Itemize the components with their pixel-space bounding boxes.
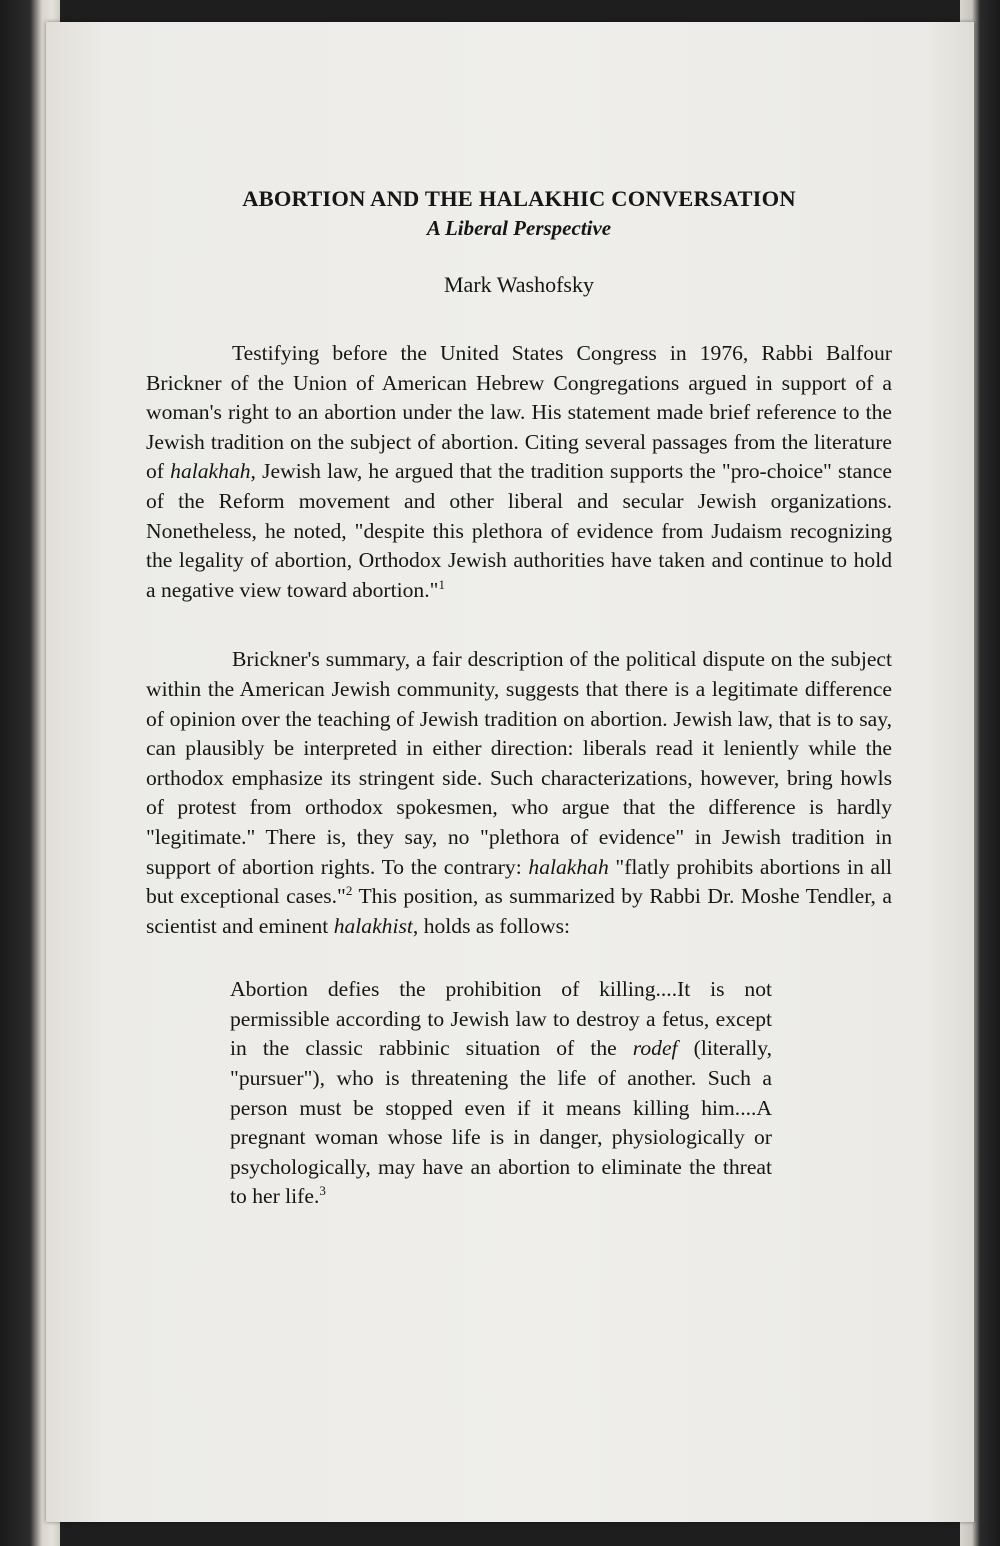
blockquote-text-a: Abortion defies the prohibition of killing....It is not permissible according to Jewish law to destroy a fetus, except in the classic rabbinic situation of the (230, 977, 772, 1061)
article-body (146, 184, 892, 1212)
paragraph-1 (146, 339, 892, 605)
paragraph-1-term-halakhah: halakhah (170, 459, 251, 484)
paragraph-2-text-c: "flatly prohibits abortions in all but exceptional cases." (146, 854, 893, 909)
paragraph-2 (146, 645, 892, 941)
paragraph-1-text-c: , Jewish law, he argued that the tradition supports the "pro-choice" stance of the Reform movement and other liberal and secular Jewish organizations. Nonetheless, he noted, "despite this plethora of evidence from Judaism recognizing the legality of abortion, Orthodox Jewish authorities have taken and continue to hold a negative view toward abortion." (146, 459, 892, 602)
article-author: Mark Washofsky (444, 272, 594, 297)
blockquote-text-c: (literally, "pursuer"), who is threatening the life of another. Such a person must be stopped even if it means killing him....A pregnant woman whose life is in danger, physiologically or psychologically, may have an abortion to eliminate the threat to her life. (230, 1036, 772, 1209)
blockquote-tendler (230, 975, 772, 1212)
paragraph-2-term-halakhah: halakhah (528, 854, 609, 879)
footnote-marker-2: 2 (345, 882, 353, 898)
article-title: ABORTION AND THE HALAKHIC CONVERSATION (242, 186, 796, 211)
paragraph-2-term-halakhist: halakhist (333, 913, 413, 938)
article-subtitle: A Liberal Perspective (426, 216, 612, 240)
paragraph-2-text-d: This position, as summarized by Rabbi Dr. Moshe Tendler, a scientist and eminent (146, 884, 892, 938)
paragraph-2-text-f: , holds as follows: (412, 913, 571, 938)
footnote-marker-3: 3 (319, 1183, 326, 1199)
book-page (46, 22, 974, 1522)
paragraph-1-text-a: Testifying before the United States Congress in 1976, Rabbi Balfour Brickner of the Union of American Hebrew Congregations argued in support of a woman's right to an abortion under the law. His statement made brief reference to the Jewish tradition on the subject of abortion. Citing several passages from the literature of (146, 341, 892, 484)
blockquote-term-rodef: rodef (632, 1036, 678, 1061)
paragraph-2-text-a: Brickner's summary, a fair description of the political dispute on the subject within the American Jewish community, suggests that there is a legitimate difference of opinion over the teaching of Jewish tradition on abortion. Jewish law, that is to say, can plausibly be interpreted in either direction: liberals read it leniently while the orthodox emphasize its stringent side. Such characterizations, however, bring howls of protest from orthodox spokesmen, who argue that the difference is hardly "legitimate." There is, they say, no "plethora of evidence" in Jewish tradition in support of abortion rights. To the contrary: (146, 647, 892, 879)
footnote-marker-1: 1 (438, 576, 445, 592)
